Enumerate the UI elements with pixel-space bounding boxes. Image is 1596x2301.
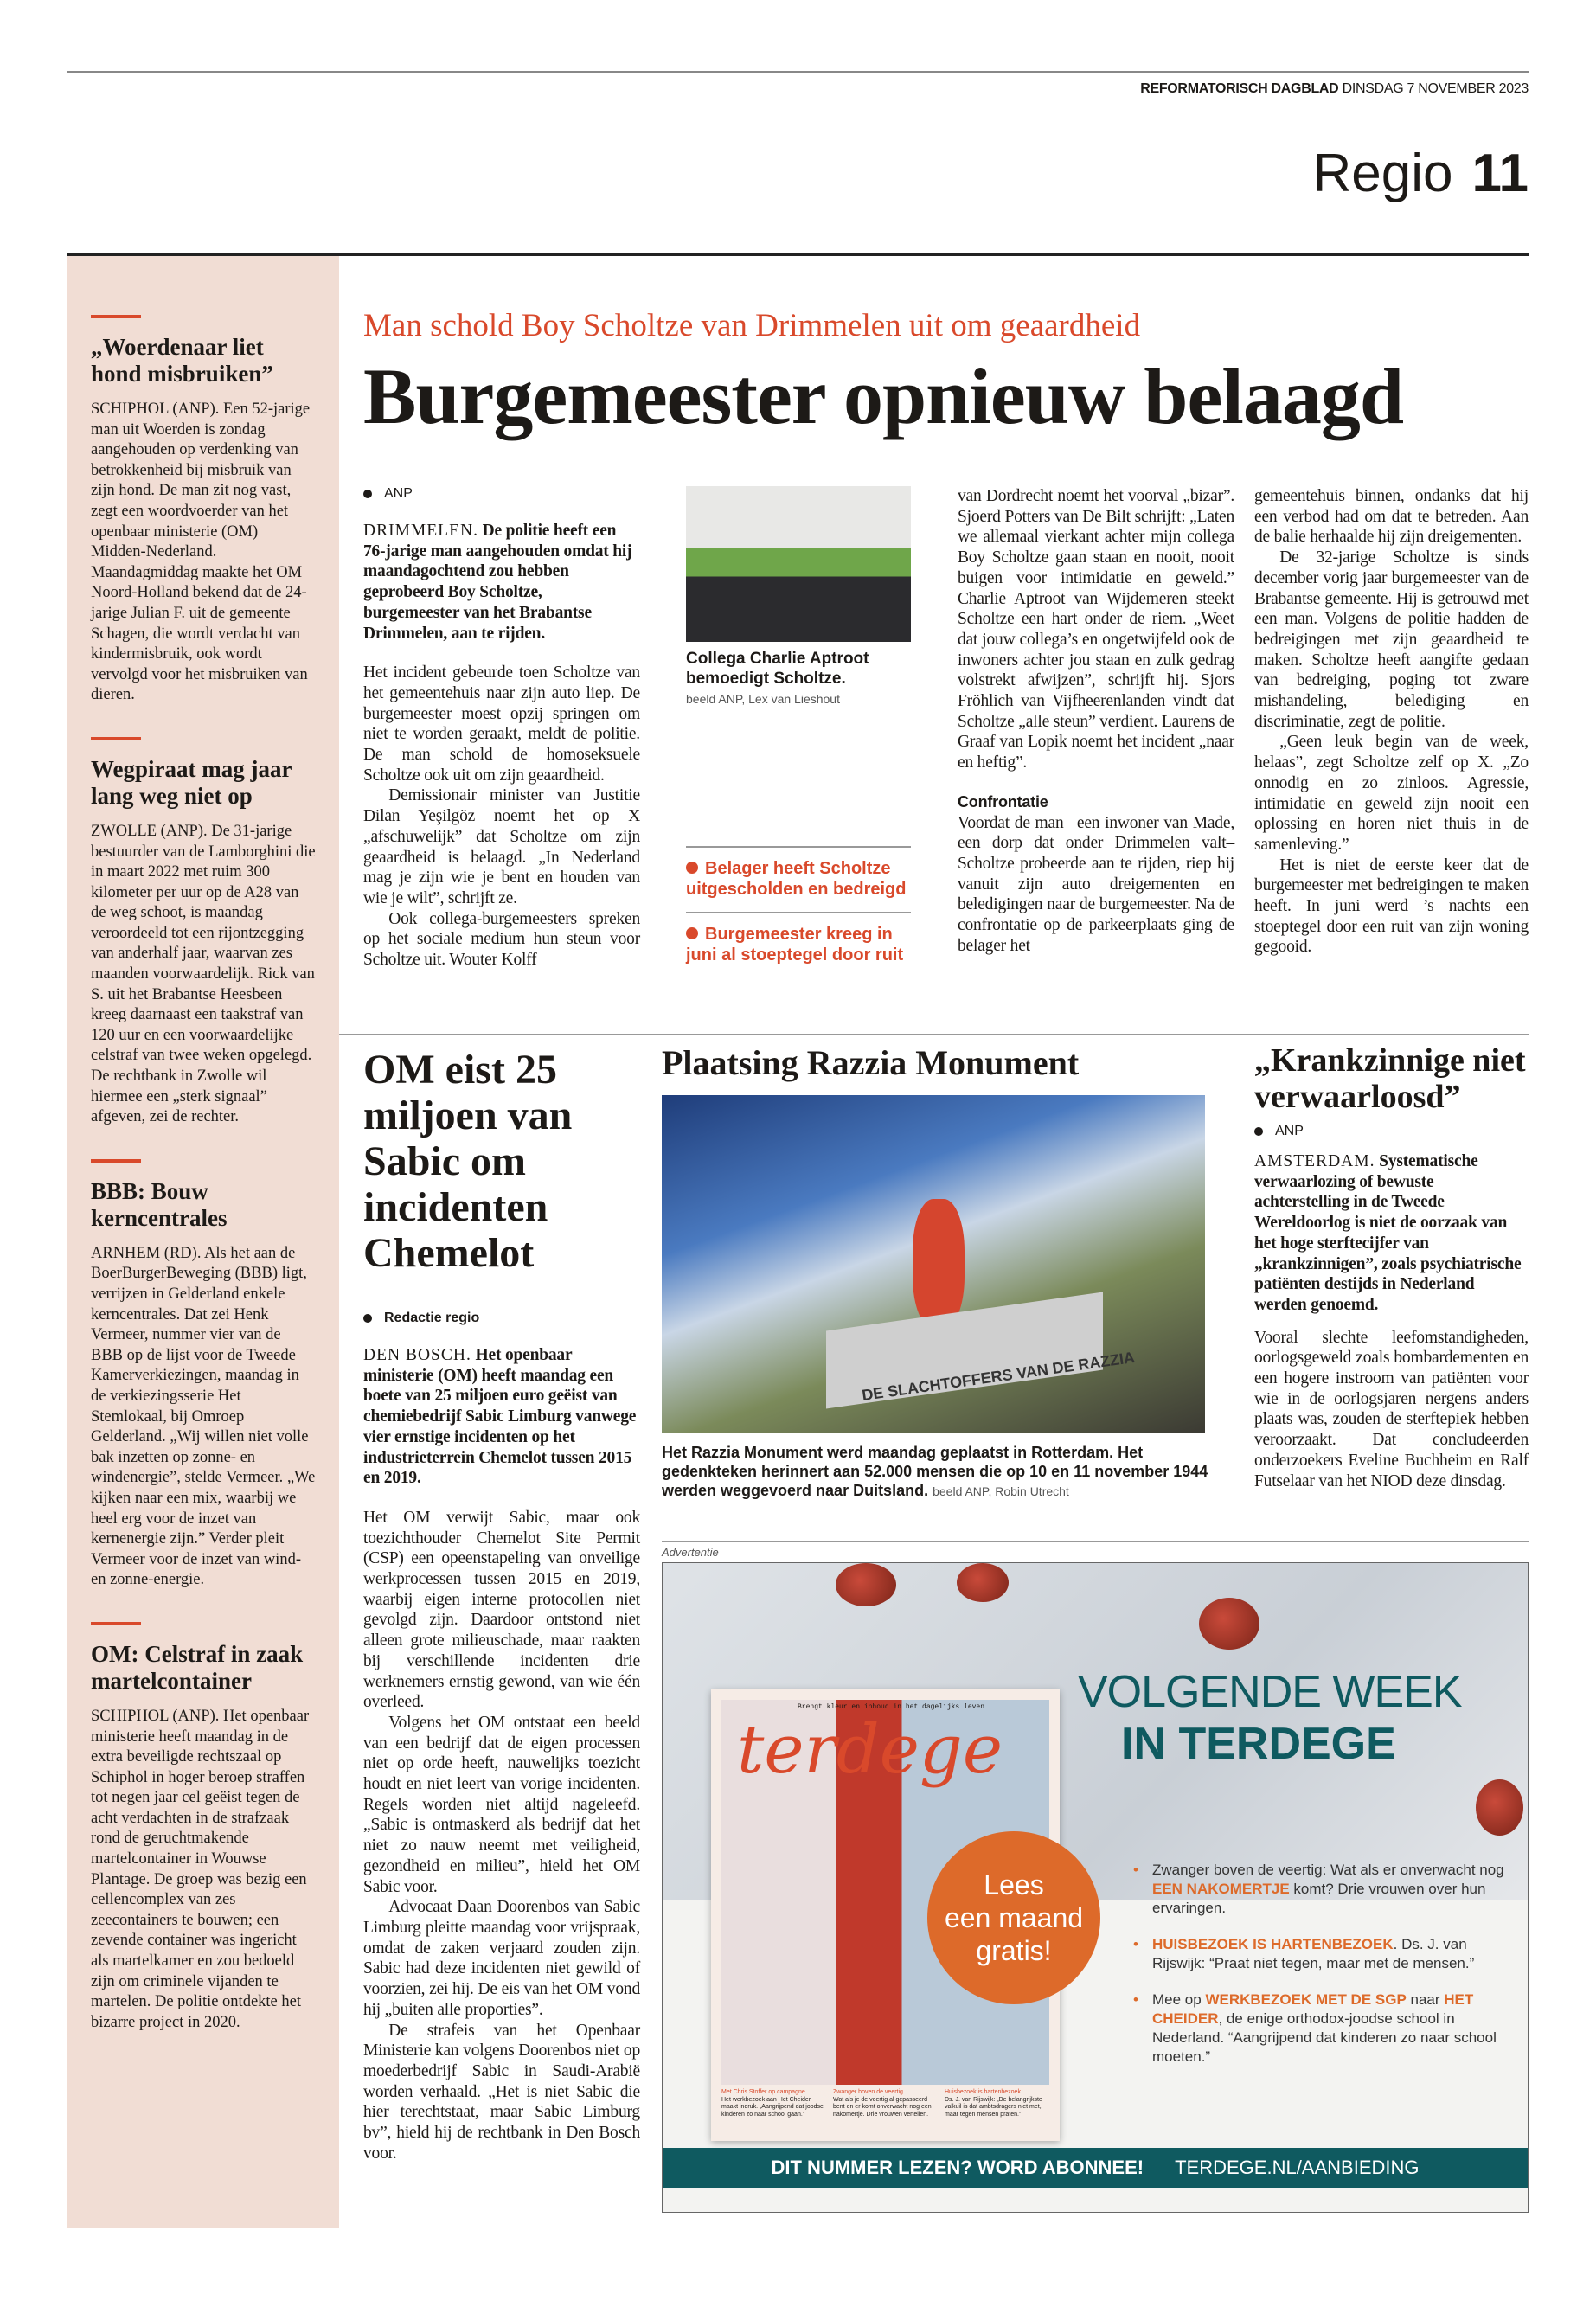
masthead [1140,81,1529,97]
article-column-4 [1254,486,1529,958]
teaser-text: Wat als je de veertig al gepasseerd bent en er komt onverwacht nog een nakomertje. Drie vrouwen vertellen. [833,2096,932,2118]
teaser-text: Het werkbezoek aan Het Cheider maakt indruk. „Aangrijpend dat joodse kinderen zo naar school gaan.” [721,2096,824,2118]
brief-title: BBB: Bouw kerncentrales [91,1177,228,1231]
emphasis: EEN NAKOMERTJE [1152,1881,1290,1897]
text: , de enige orthodox-joodse school in Nederland. “Aangrijpend dat kinderen zo naar school moeten.” [1152,2010,1497,2065]
brief-title: „Woerdenaar liet hond misbruiken” [91,334,273,387]
pepper-decoration [1476,1779,1523,1836]
pull-text: Burgemeester kreeg in juni al stoeptegel door ruit [686,925,904,965]
byline [1254,1124,1529,1139]
photo-credit: beeld ANP, Robin Utrecht [933,1484,1069,1498]
paragraph: Vooral slechte leefomstandigheden, oorlogsgeweld zoals bombardementen en een hogere instroom van patiënten voor wie in de oorlogsjaren nergens anders plaats was, zouden de sterftepiek hebben veroorzaakt. Dat concludeerden onderzoekers Eveline Buchheim en Ralf Futselaar van het NIOD deze dinsdag. [1254,1328,1529,1490]
paragraph: gemeentehuis binnen, ondanks dat hij een verbod had om dat te betreden. Aan de balie herhaalde hij zijn dreigementen. [1254,487,1529,547]
bullet-icon [686,927,698,939]
article-headline: Burgemeester opnieuw belaagd [363,352,1404,440]
teaser-title: Zwanger boven de veertig [833,2089,903,2095]
paragraph: Voordat de man –een inwoner van Made, een dorp dat onder Drimmelen valt– Scholtze probeerde aan te rijden, riep hij vanuit zijn auto dreigementen en beledigingen naar de burgemeester. Na de confrontatie op de parkeerplaats ging de belager het [958,813,1234,955]
paragraph: Demissionair minister van Justitie Dilan Yeşilgöz noemt het op X „afschuwelijk” dat Scholtze om zijn geaardheid is belaagd. „In Nederland mag je zijn wie je bent en houden van wie je wilt”, schrijft ze. [363,786,640,907]
ad-heading-bold: IN TERDEGE [1121,1719,1396,1769]
razzia-article [662,1043,1211,1501]
brief-body: ARNHEM (RD). Als het aan de BoerBurgerBeweging (BBB) ligt, verrijzen in Gelderland enkele kerncentrales. Dat zei Henk Vermeer, nummer vier van de BBB op de lijst voor de Tweede Kamerverkiezingen, maandag in de verkiezingsserie Het Stemlokaal, bij Omroep Gelderland. „Wij willen niet volle bak inzetten op zonne- en windenergie”, stelde Vermeer. „We kijken naar een mix, waarbij we heel erg voor de inzet van kernenergie zijn.” Verder pleit Vermeer voor de inzet van wind- en zonne-energie. [91,1244,316,1589]
cover-teaser [945,2089,1049,2118]
badge-line: een maand [944,1902,1084,1933]
pepper-decoration [957,1563,1009,1602]
badge-line: gratis! [976,1935,1052,1966]
monument-inscription: DE SLACHTOFFERS VAN DE RAZZIA [861,1348,1137,1405]
razzia-headline: Plaatsing Razzia Monument [662,1043,1080,1082]
highlight-item [1133,1990,1514,2067]
divider [339,1034,1529,1035]
om-article [363,1047,640,2163]
cover-teasers [721,2089,1049,2118]
paper-name: REFORMATORISCH DAGBLAD [1140,81,1339,96]
brief-item [91,1159,317,1591]
paragraph: De strafeis van het Openbaar Ministerie kan volgens Doorenbos niet op moederbedrijf Sabic in Saudi-Arabië worden verhaald. „Het is niet Sabic die hier terechtstaat, maar Sabic Limburg bv”, hield hij de rechtbank in Den Bosch voor. [363,2021,640,2163]
article-kicker: Man schold Boy Scholtze van Drimmelen uit om geaardheid [363,308,1141,343]
lead-text: Het openbaar ministerie (OM) heeft maandag een boete van 25 miljoen euro geëist van chemiebedrijf Sabic Limburg vanwege vier ernstige incidenten op het industrieterrein Chemelot tussen 2015 en 2019. [363,1346,637,1488]
paragraph: Volgens het OM ontstaat een beeld van een bedrijf dat de eigen processen niet op orde heeft, nauwelijks toezicht houdt en niet leert van vorige incidenten. Regels worden niet altijd nageleefd. „Sabic is ontmaskerd als bedrijf dat het niet zo nauw neemt met veiligheid, gezondheid en milieu”, hield het OM Sabic voor. [363,1713,640,1896]
brief-body: ZWOLLE (ANP). De 31-jarige bestuurder van de Lamborghini die in maart 2022 met ruim 300 kilometer per uur op de A28 van de weg schoot, is maandag veroordeeld tot een rijontzegging van anderhalf jaar, waarvan zes maanden voorwaardelijk. Rick van S. uit het Brabantse Heesbeen kreeg daarnaast een taakstraf van 120 uur en een voorwaardelijke celstraf van twee weken opgelegd. De rechtbank in Zwolle wil hiermee een „sterk signaal” afgeven, zei de rechter. [91,822,316,1126]
advert-label: Advertentie [662,1546,719,1559]
pull-quote [686,846,911,900]
teaser-text: Ds. J. van Rijswijk: „De belangrijkste valkuil is dat ambtsdragers niet met, maar tegen mensen praten.” [945,2096,1042,2118]
subscribe-banner[interactable] [663,2148,1528,2188]
caption-text: Collega Charlie Aptroot bemoedigt Scholtze. [686,650,869,688]
article-lead [363,521,640,644]
text: Zwanger boven de veertig: Wat als er onverwacht nog [1152,1862,1504,1878]
photo-column [686,486,911,977]
accent-bar [91,1159,141,1163]
free-month-badge[interactable] [927,1831,1100,2004]
paragraph: Ook collega-burgemeesters spreken op het sociale medium hun steun voor Scholtze uit. Wouter Kolff [363,909,640,970]
monument-shape [913,1199,965,1329]
cover-teaser [833,2089,938,2118]
article-column-3 [958,486,1234,956]
photo-scholtze [686,486,911,642]
subscribe-cta[interactable]: DIT NUMMER LEZEN? WORD ABONNEE! [771,2157,1144,2178]
bullet-icon [363,1314,372,1323]
offer-url[interactable]: TERDEGE.NL/AANBIEDING [1175,2157,1420,2178]
brief-title: Wegpiraat mag jaar lang weg niet op [91,755,292,809]
accent-bar [91,315,141,318]
text: naar [1406,1991,1445,2008]
emphasis: WERKBEZOEK MET DE SGP [1205,1991,1407,2008]
paragraph: Advocaat Daan Doorenbos van Sabic Limburg pleitte maandag voor vrijspraak, omdat de zaken verjaard zouden zijn. Sabic had deze incidenten niet gewild of voorzien, zei hij. De eis van het OM vond hij „buiten alle proporties”. [363,1898,640,2019]
krank-headline: „Krankzinnige niet verwaarloosd” [1254,1042,1526,1115]
bullet-icon [686,862,698,874]
paragraph: „Geen leuk begin van de week, helaas”, zegt Scholtze zelf op X. „Zo onnodig en zo zinloos. Agressie, intimidatie en geweld zijn nooit een oplossing en horen niet thuis in de samenleving.” [1254,733,1529,854]
bullet-icon [363,490,372,498]
article-body [363,663,640,971]
section-name: Regio [1312,144,1453,203]
badge-line: Lees [984,1869,1044,1900]
byline [363,1311,640,1326]
emphasis: HET CHEIDER [1152,1991,1474,2027]
news-briefs-sidebar [67,256,339,2228]
highlight-item [1133,1935,1514,1973]
text: . Ds. J. van Rijswijk: “Praat niet tegen, maar met de mensen.” [1152,1936,1475,1971]
brief-item [91,315,317,706]
paragraph: van Dordrecht noemt het voorval „bizar”. Sjoerd Potters van De Bilt schrijft: „Laten we allemaal vierkant achter mijn collega Boy Scholtze gaan staan en nooit, nooit buigen voor intimidatie en geweld.” Charlie Aptroot van Wijdemeren steekt Scholtze een hart onder de riem. „Weet dat jouw collega’s en ongetwijfeld ook de inwoners achter jou staan en zulk gedrag volstrekt afwijzen”, schrijft hij. Sjors Fröhlich van Vijfheerenlanden vindt dat Scholtze „alle steun” verdient. Laurens de Graaf van Lopik noemt het incident „naar en heftig”. [958,487,1234,772]
om-headline: OM eist 25 miljoen van Sabic om incidenten Chemelot [363,1047,573,1276]
caption-text: Het Razzia Monument werd maandag geplaatst in Rotterdam. Het gedenkteken herinnert aan 52.000 mensen die op 10 en 11 november 1944 werden weggevoerd naar Duitsland. [662,1444,1208,1499]
text: Mee op [1152,1991,1206,2008]
cover-teaser [721,2089,826,2118]
brief-item [91,1622,317,2034]
terdege-advertisement[interactable] [662,1562,1529,2213]
byline-text: Redactie regio [384,1311,480,1325]
divider [662,1541,1529,1542]
brief-body: SCHIPHOL (ANP). Een 52-jarige man uit Woerden is zondag aangehouden op verdenking van betrokkenheid bij misbruik van zijn hond. De man zit nog vast, zegt een woordvoerder van het openbaar ministerie (OM) Midden-Nederland. Maandagmiddag maakte het OM Noord-Holland bekend dat de 24-jarige Julian F. uit de gemeente Schagen, die wordt verdacht van kindermisbruik, ook wordt vervolgd voor het misbruiken van dieren. [91,401,311,704]
article-body [363,1508,640,2164]
section-header [1312,143,1529,204]
lead-text: Systematische verwaarlozing of bewuste achterstelling in de Tweede Wereldoorlog is niet de oorzaak van het hoge sterftecijfer van „krankzinnigen”, zoals psychiatrische patiënten destijds in Nederland werden genoemd. [1254,1152,1522,1314]
photo-caption [686,649,911,709]
razzia-photo [662,1095,1205,1433]
article-lead [363,1345,640,1489]
text: komt? Drie vrouwen over hun ervaringen. [1152,1881,1486,1916]
highlight-item [1133,1861,1514,1918]
byline [363,486,640,502]
paragraph: Het is niet de eerste keer dat de burgemeester met bedreigingen te maken heeft. In juni werd ’s nachts een stoeptegel door een ruit van zijn woning gegooid. [1254,856,1529,957]
terdege-logo: terdege [737,1711,1003,1789]
teaser-title: Huisbezoek is hartenbezoek [945,2089,1021,2095]
pull-text: Belager heeft Scholtze uitgescholden en bedreigd [686,859,907,899]
article-lead [1254,1151,1529,1316]
pepper-decoration [836,1563,896,1606]
byline-text: ANP [1275,1124,1304,1138]
bullet-icon [1254,1127,1263,1136]
photo-credit: beeld ANP, Lex van Lieshout [686,692,840,706]
issue-date: DINSDAG 7 NOVEMBER 2023 [1342,81,1529,96]
paragraph: De 32-jarige Scholtze is sinds december vorig jaar burgemeester van de Brabantse gemeente. Hij is getrouwd met een man. Volgens de politie hadden de bedreigingen met zijn geaardheid te maken. Scholtze heeft aangifte gedaan van bedreiging, poging tot zware mishandeling, belediging en discriminatie, zegt de politie. [1254,548,1529,731]
ad-heading: VOLGENDE WEEK [1078,1667,1462,1717]
krankzinnige-article [1254,1042,1529,1491]
cover-tagline: Brengt kleur en inhoud in het dagelijks leven [798,1703,985,1711]
paragraph: Het incident gebeurde toen Scholtze van het gemeentehuis naar zijn auto liep. De burgemeester moest opzij springen om niet te worden geraakt, meldt de politie. De man schold de homoseksuele Scholtze ook uit om zijn geaardheid. [363,663,640,785]
article-body [1254,1328,1529,1492]
brief-body: SCHIPHOL (ANP). Het openbaar ministerie heeft maandag in de extra beveiligde rechtszaal op Schiphol in hoger beroep straffen tot negen jaar cel geëist tegen de acht verdachten in de strafzaak rond de geruchtmakende martelcontainer in Wouwse Plantage. De groep was bezig een cellencomplex van zes zeecontainers te bouwen; een zevende container was ingericht als martelkamer en zou bedoeld zijn om criminele vijanden te martelen. De politie ontdekte het bizarre project in 2020. [91,1707,310,2031]
ad-highlights [1133,1861,1514,2084]
byline-text: ANP [384,486,413,501]
teaser-title: Met Chris Stoffer op campagne [721,2089,805,2095]
dateline: AMSTERDAM. [1254,1152,1375,1170]
accent-bar [91,737,141,740]
article-column-1 [363,486,640,971]
subheading: Confrontatie [958,792,1048,811]
brief-item [91,737,317,1128]
pepper-decoration [1199,1598,1259,1650]
lead-text: De politie heeft een 76-jarige man aangehouden omdat hij maandagochtend zou hebben geprobeerd Boy Scholtze, burgemeester van het Brabantse Drimmelen, aan te rijden. [363,522,632,643]
accent-bar [91,1622,141,1625]
top-rule [67,71,1529,73]
dateline: DEN BOSCH. [363,1346,471,1364]
pull-quote [686,912,911,965]
brief-title: OM: Celstraf in zaak martelcontainer [91,1640,304,1694]
razzia-caption [662,1443,1211,1501]
paragraph: Het OM verwijt Sabic, maar ook toezichthouder Chemelot Site Permit (CSP) een opeenstapeling van onveilige werkprocessen tussen 2015 en 2019, waarbij eigen interne protocollen niet gevolgd zijn. Daardoor ontstond niet alleen grote milieuschade, maar raakten bij verschillende incidenten drie werknemers ernstig gewond, van wie één overleed. [363,1508,640,1712]
page-number: 11 [1471,144,1529,203]
dateline: DRIMMELEN. [363,522,478,540]
emphasis: HUISBEZOEK IS HARTENBEZOEK [1152,1936,1394,1952]
